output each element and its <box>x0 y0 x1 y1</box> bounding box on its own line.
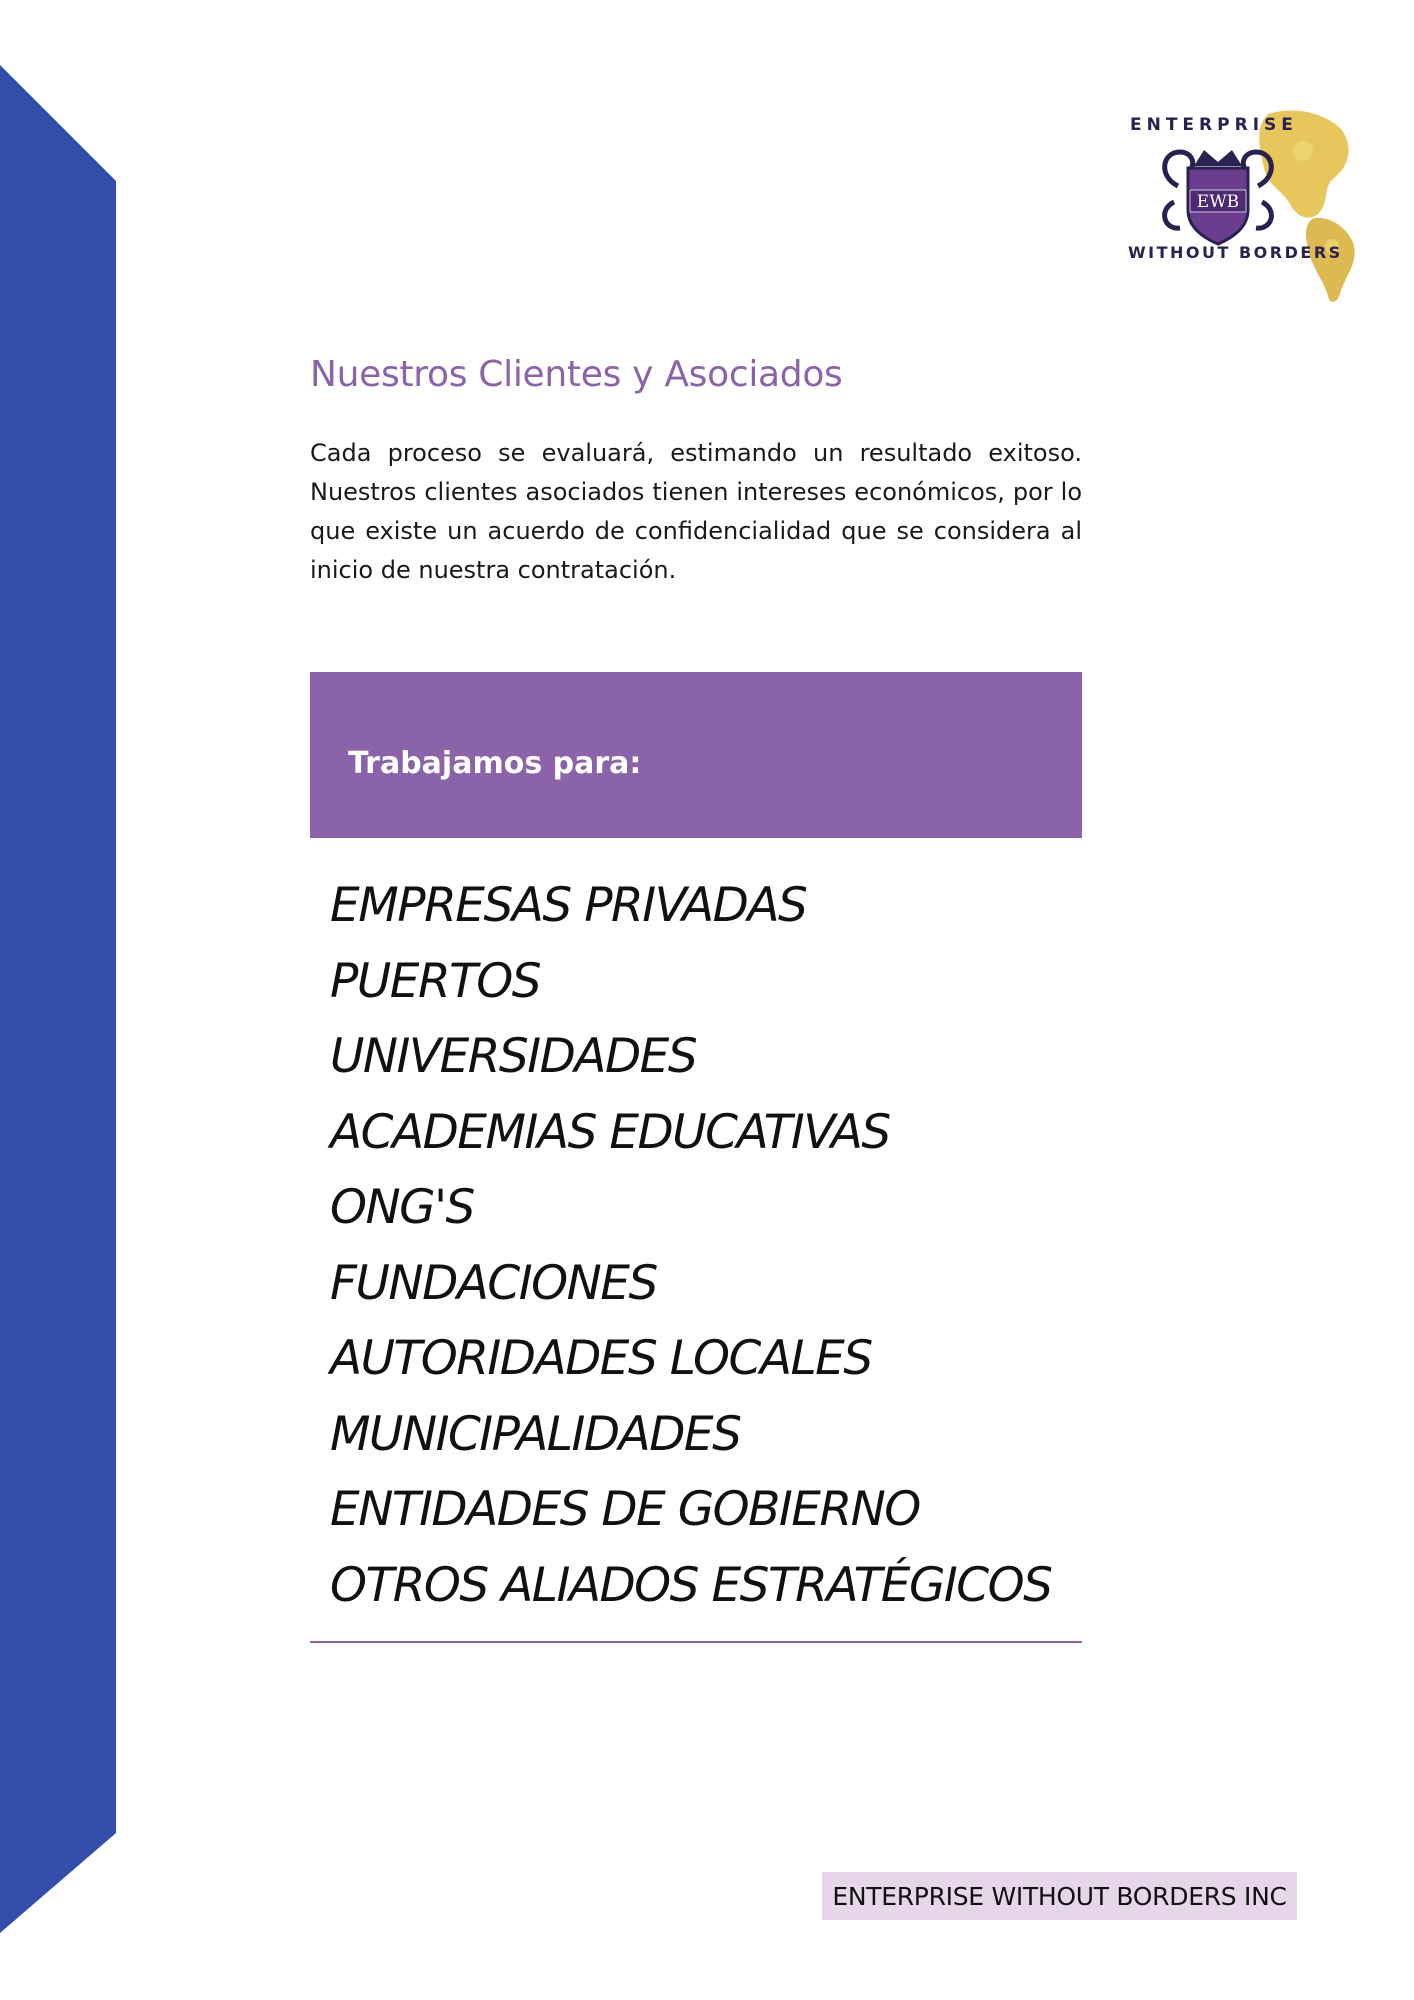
company-logo <box>1118 106 1368 306</box>
list-item: ENTIDADES DE GOBIERNO <box>330 1482 920 1537</box>
side-decoration-band <box>0 65 116 1933</box>
list-item: PUERTOS <box>330 953 541 1009</box>
list-item: UNIVERSIDADES <box>330 1029 697 1084</box>
list-item: ACADEMIAS EDUCATIVAS <box>330 1104 890 1160</box>
clients-panel-header <box>310 672 1082 838</box>
section-title: Nuestros Clientes y Asociados <box>310 354 843 395</box>
footer-company-name: ENTERPRISE WITHOUT BORDERS INC <box>832 1881 1287 1911</box>
list-item: MUNICIPALIDADES <box>330 1406 741 1462</box>
list-divider <box>310 1641 1082 1643</box>
list-item: ONG'S <box>330 1180 474 1235</box>
logo-bottom-text: WITHOUT BORDERS <box>1128 243 1343 262</box>
footer-company-badge <box>822 1872 1297 1920</box>
logo-monogram: EWB <box>1196 192 1240 212</box>
intro-paragraph: Cada proceso se evaluará, estimando un resultado exitoso. Nuestros clientes asociados tienen intereses económicos, por lo que existe un acuerdo de confidencialidad que se considera al inicio de nuestra contratación. <box>310 439 1082 584</box>
logo-top-text: ENTERPRISE <box>1130 115 1298 135</box>
client-list <box>330 868 1090 1623</box>
list-item: FUNDACIONES <box>330 1255 657 1311</box>
clients-panel-header-label: Trabajamos para: <box>348 746 642 781</box>
list-item: EMPRESAS PRIVADAS <box>330 878 807 933</box>
list-item: OTROS ALIADOS ESTRATÉGICOS <box>330 1557 1052 1613</box>
list-item: AUTORIDADES LOCALES <box>330 1331 872 1386</box>
